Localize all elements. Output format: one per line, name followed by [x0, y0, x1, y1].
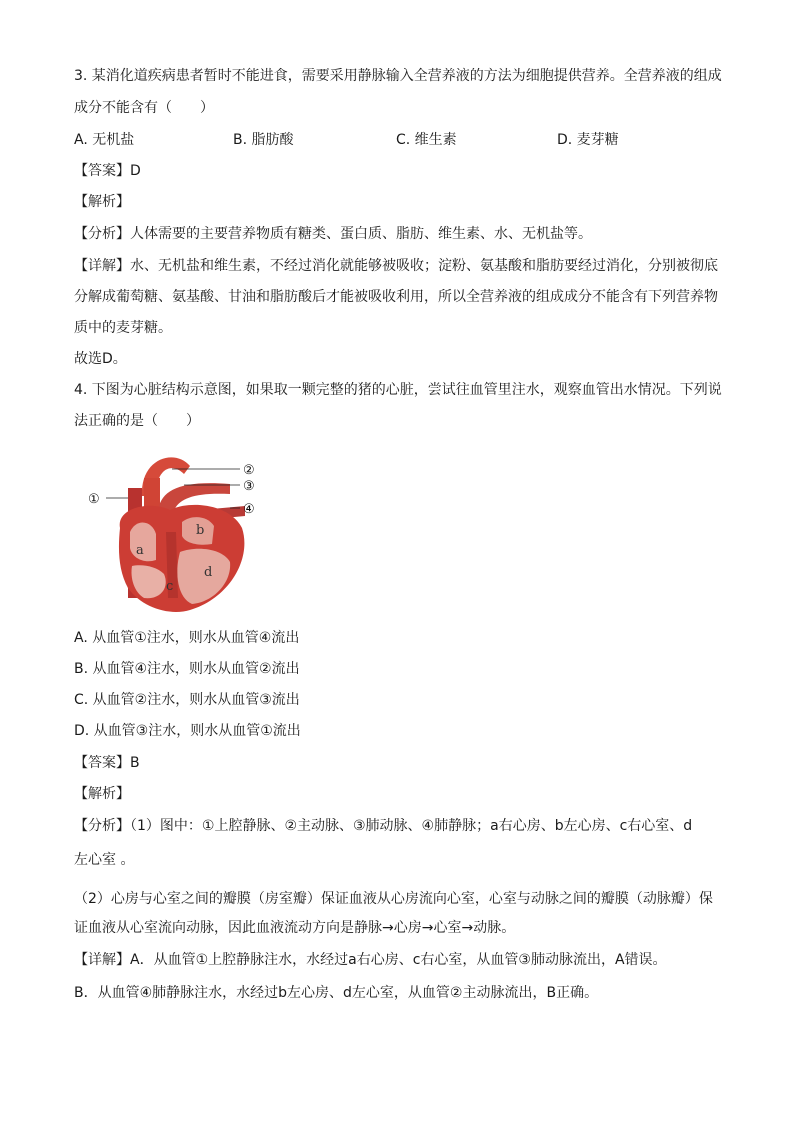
- q4-fenxi-line1: 【分析】（1）图中：①上腔静脉、②主动脉、③肺动脉、④肺静脉；a右心房、b左心房、c右心室、d: [74, 818, 693, 834]
- q3-fenxi: 【分析】人体需要的主要营养物质有糖类、蛋白质、脂肪、维生素、水、无机盐等。: [74, 226, 592, 242]
- label-2: ②: [243, 463, 255, 478]
- q3-option-d: D. 麦芽糖: [557, 132, 619, 148]
- label-1: ①: [88, 492, 100, 507]
- q3-detail-line3: 质中的麦芽糖。: [74, 320, 172, 336]
- q3-option-a: A. 无机盐: [74, 132, 135, 148]
- q4-fenxi2-line2: 证血液从心室流向动脉，因此血液流动方向是静脉→心房→心室→动脉。: [74, 920, 516, 936]
- q3-analysis-heading: 【解析】: [74, 194, 130, 210]
- q4-detail-line2: B．从血管④肺静脉注水，水经过b左心房、d左心室，从血管②主动脉流出，B正确。: [74, 985, 599, 1001]
- q3-conclusion: 故选D。: [74, 351, 127, 367]
- heart-structure-figure: [80, 448, 280, 618]
- q3-stem-line1: 3. 某消化道疾病患者暂时不能进食，需要采用静脉输入全营养液的方法为细胞提供营养。全营养液的组成: [74, 68, 722, 84]
- q4-stem-line2: 法正确的是（ ）: [74, 413, 200, 429]
- q3-option-b: B. 脂肪酸: [233, 132, 294, 148]
- q4-option-a: A. 从血管①注水，则水从血管④流出: [74, 630, 300, 646]
- q4-fenxi-line2: 左心室 。: [74, 852, 135, 868]
- heart-diagram: [80, 448, 280, 618]
- label-c: c: [166, 579, 174, 594]
- q3-answer: 【答案】D: [74, 163, 141, 179]
- label-d: d: [204, 565, 213, 580]
- q3-detail-line2: 分解成葡萄糖、氨基酸、甘油和脂肪酸后才能被吸收利用，所以全营养液的组成成分不能含有下列营养物: [74, 289, 718, 305]
- q4-answer: 【答案】B: [74, 755, 140, 771]
- q4-detail-line1: 【详解】A．从血管①上腔静脉注水，水经过a右心房、c右心室，从血管③肺动脉流出，A错误。: [74, 952, 667, 968]
- q4-analysis-heading: 【解析】: [74, 786, 130, 802]
- q3-stem-line2: 成分不能含有（ ）: [74, 100, 214, 116]
- q4-fenxi2-line1: （2）心房与心室之间的瓣膜（房室瓣）保证血液从心房流向心室，心室与动脉之间的瓣膜（动脉瓣）保: [74, 891, 713, 907]
- q4-option-b: B. 从血管④注水，则水从血管②流出: [74, 661, 300, 677]
- label-4: ④: [243, 502, 255, 517]
- q4-stem-line1: 4. 下图为心脏结构示意图，如果取一颗完整的猪的心脏，尝试往血管里注水，观察血管出水情况。下列说: [74, 382, 722, 398]
- q4-option-d: D. 从血管③注水，则水从血管①流出: [74, 723, 301, 739]
- q3-detail-line1: 【详解】水、无机盐和维生素，不经过消化就能够被吸收；淀粉、氨基酸和脂肪要经过消化，分别被彻底: [74, 258, 718, 274]
- label-a: a: [136, 543, 144, 558]
- q4-option-c: C. 从血管②注水，则水从血管③流出: [74, 692, 300, 708]
- label-b: b: [196, 523, 205, 538]
- label-3: ③: [243, 479, 255, 494]
- q3-option-c: C. 维生素: [396, 132, 457, 148]
